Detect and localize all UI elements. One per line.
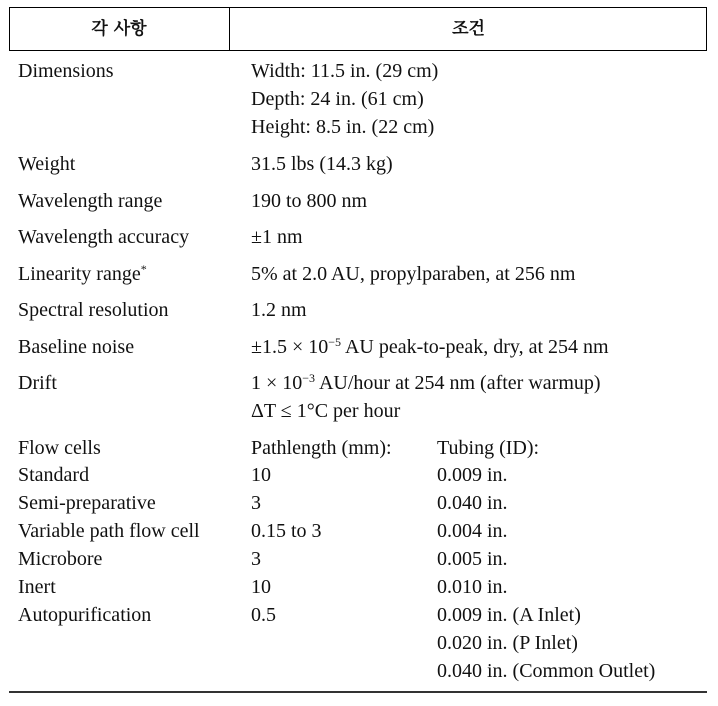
flow-cell-tubing: 0.009 in. — [437, 464, 508, 486]
flow-cell-name: Autopurification — [18, 604, 152, 626]
flow-cell-tubing: 0.010 in. — [437, 576, 508, 598]
flow-cell-tubing: 0.004 in. — [437, 520, 508, 542]
flow-cell-name: Microbore — [18, 548, 103, 570]
extra-tubing: 0.020 in. (P Inlet) — [437, 632, 578, 654]
flow-cells-label: Flow cells — [18, 437, 101, 459]
spectral-resolution-label: Spectral resolution — [18, 299, 169, 321]
flow-cell-pathlength: 0.5 — [251, 604, 276, 626]
flow-cell-pathlength: 10 — [251, 576, 271, 598]
drift-prefix: 1 × 10 — [251, 372, 303, 394]
drift-suffix: AU/hour at 254 nm (after warmup) — [315, 372, 601, 394]
flow-cell-pathlength: 3 — [251, 548, 261, 570]
flow-cell-name: Semi-preparative — [18, 492, 156, 514]
flow-cell-tubing: 0.009 in. (A Inlet) — [437, 604, 581, 626]
wavelength-range-label: Wavelength range — [18, 190, 163, 212]
baseline-noise-value — [251, 333, 609, 361]
bottom-rule — [9, 691, 707, 693]
table-header — [9, 7, 707, 51]
linearity-range-label-row — [18, 260, 147, 288]
weight-label: Weight — [18, 153, 76, 175]
drift-label: Drift — [18, 372, 57, 394]
header-condition: 조건 — [229, 8, 707, 50]
baseline-noise-suffix: AU peak-to-peak, dry, at 254 nm — [341, 336, 609, 358]
dimensions-height: Height: 8.5 in. (22 cm) — [251, 116, 435, 138]
flow-cell-tubing: 0.040 in. — [437, 492, 508, 514]
spectral-resolution-value: 1.2 nm — [251, 299, 307, 321]
weight-value: 31.5 lbs (14.3 kg) — [251, 153, 393, 175]
linearity-range-value: 5% at 2.0 AU, propylparaben, at 256 nm — [251, 263, 576, 285]
extra-tubing: 0.040 in. (Common Outlet) — [437, 660, 656, 682]
pathlength-header: Pathlength (mm): — [251, 437, 392, 459]
wavelength-accuracy-label: Wavelength accuracy — [18, 226, 190, 248]
flow-cell-name: Variable path flow cell — [18, 520, 200, 542]
footnote-marker: * — [140, 262, 147, 276]
dimensions-width: Width: 11.5 in. (29 cm) — [251, 60, 439, 82]
flow-cell-name: Inert — [18, 576, 56, 598]
linearity-range-label: Linearity range — [18, 263, 141, 285]
dimensions-label: Dimensions — [18, 60, 114, 82]
wavelength-range-value: 190 to 800 nm — [251, 190, 368, 212]
wavelength-accuracy-value: ±1 nm — [251, 226, 303, 248]
flow-cell-pathlength: 10 — [251, 464, 271, 486]
drift-line2: ΔT ≤ 1°C per hour — [251, 400, 401, 422]
header-item: 각 사항 — [91, 19, 147, 39]
drift-value — [251, 369, 601, 397]
flow-cell-tubing: 0.005 in. — [437, 548, 508, 570]
flow-cell-name: Standard — [18, 464, 90, 486]
tubing-header: Tubing (ID): — [437, 437, 540, 459]
flow-cell-pathlength: 3 — [251, 492, 261, 514]
baseline-noise-label: Baseline noise — [18, 336, 135, 358]
baseline-noise-exponent: −5 — [328, 335, 342, 349]
flow-cell-pathlength: 0.15 to 3 — [251, 520, 322, 542]
dimensions-depth: Depth: 24 in. (61 cm) — [251, 88, 424, 110]
drift-exponent: −3 — [302, 371, 316, 385]
baseline-noise-prefix: ±1.5 × 10 — [251, 336, 329, 358]
spec-table — [9, 7, 707, 693]
